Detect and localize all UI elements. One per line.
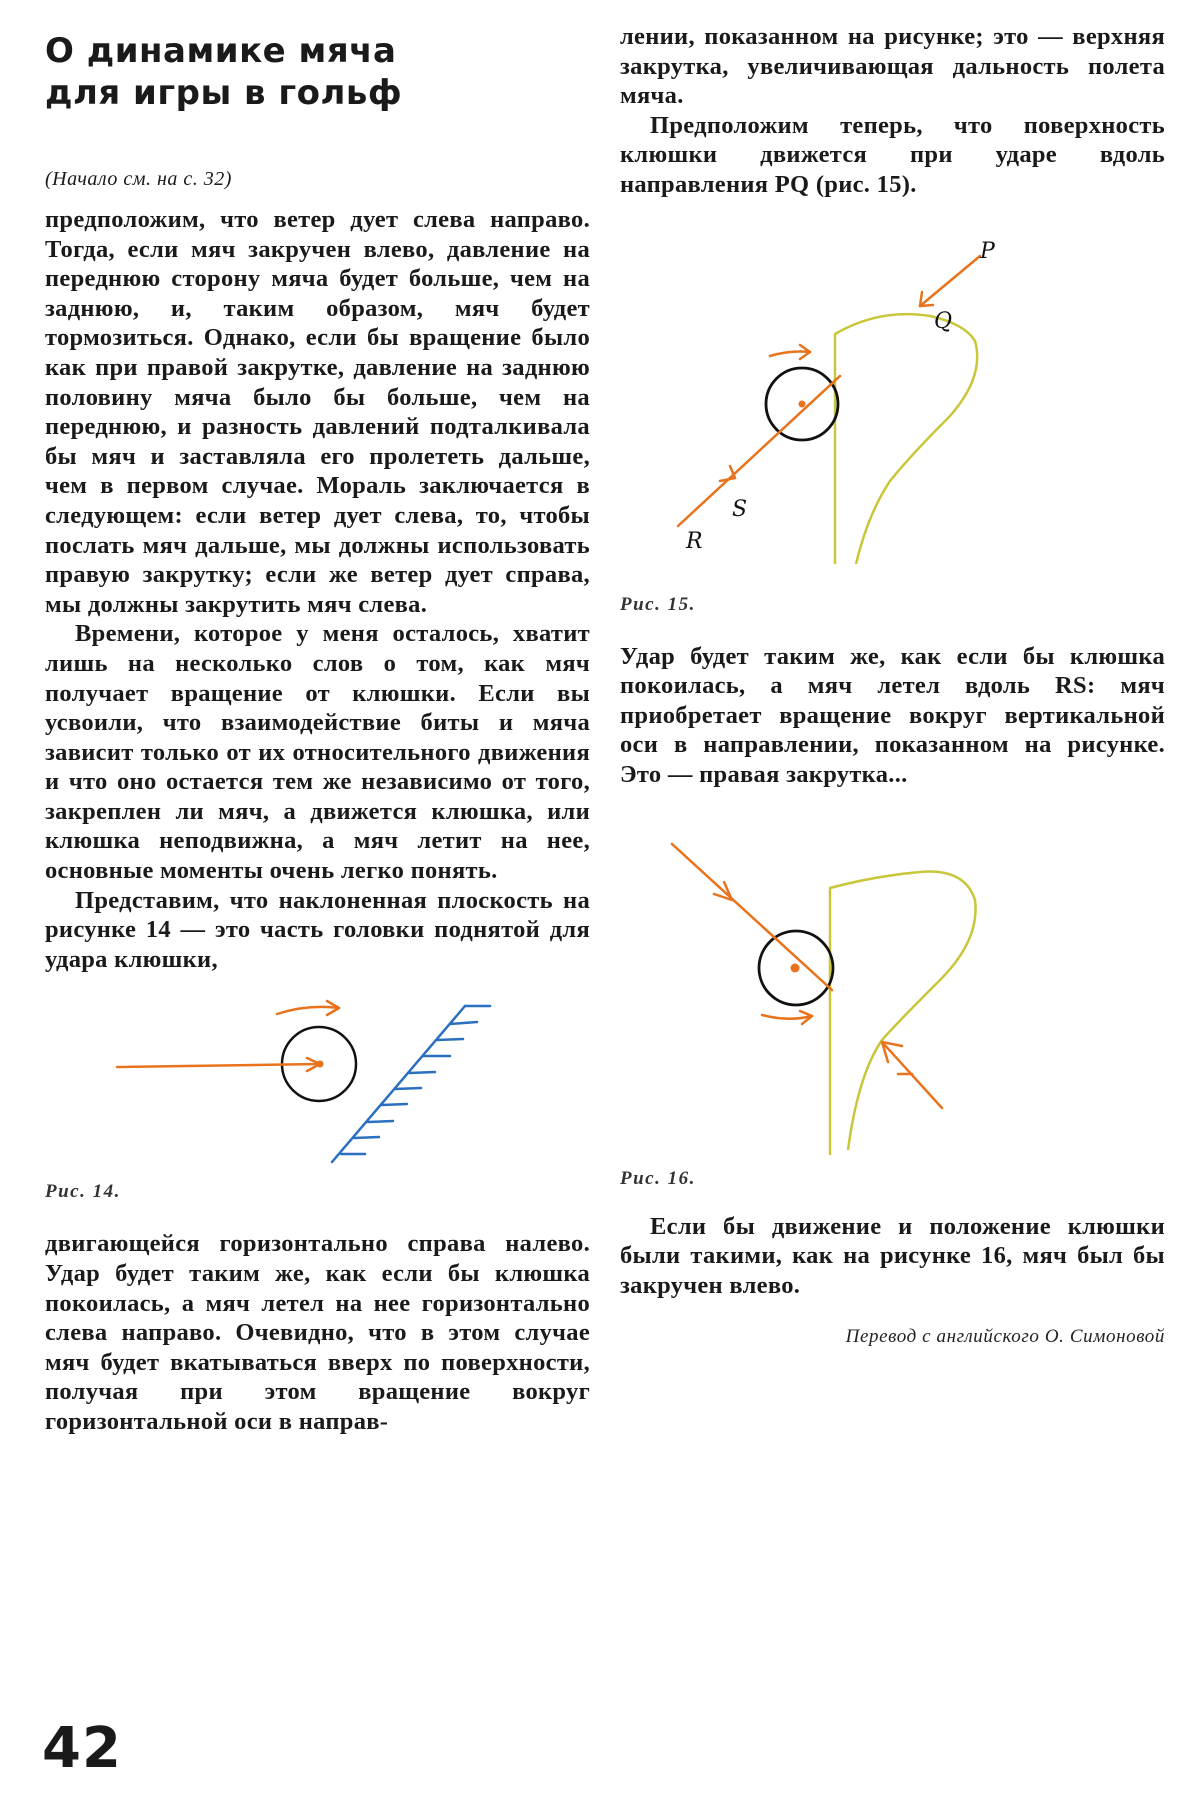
left-column <box>45 30 590 1437</box>
figure-16-drawing <box>620 830 1165 1160</box>
translator-credit: Перевод с английского О. Симоновой <box>845 1326 1165 1348</box>
club-face-surface <box>332 1006 490 1162</box>
figure-15-caption: Рис. 15. <box>620 593 696 615</box>
right-paragraph-4: Если бы движение и положение клюшки были такими, как на рисунке 16, мяч был бы закручен влево. <box>620 1212 1165 1299</box>
club-head-outline <box>835 314 977 564</box>
label-p: P <box>980 238 995 264</box>
title-line-1: О динамике мяча <box>45 31 397 71</box>
ball-center-dot <box>791 963 800 972</box>
club-motion-arrow <box>882 1042 942 1108</box>
figure-16-caption: Рис. 16. <box>620 1167 696 1189</box>
spin-arrow <box>770 345 810 359</box>
figure-14-drawing <box>45 984 590 1169</box>
spin-arrow <box>277 1001 339 1015</box>
left-paragraph-1: предположим, что ветер дует слева направо. Тогда, если мяч закручен влево, давление на переднюю сторону мяча будет больше, чем на заднюю, и, таким образом, мяч будет тормозиться. Однако, если бы вращение было как при правой закрутке, давление на заднюю половину мяча было бы больше, чем на переднюю, и разность давлений подталкивала бы мяч и заставляла его пролететь дальше, чем в первом случае. Мораль заключается в следующем: если ветер дует слева, то, чтобы послать мяч дальше, мы должны использовать правую закрутку; если же ветер дует справа, мы должны закрутить мяч слева. <box>45 206 590 618</box>
label-s: S <box>732 496 748 522</box>
page-number: 42 <box>42 1716 122 1781</box>
rs-arrow <box>678 376 840 526</box>
club-head-outline <box>830 871 976 1154</box>
label-q: Q <box>934 308 953 334</box>
figure-14-caption: Рис. 14. <box>45 1181 121 1203</box>
figure-16 <box>620 830 1165 1190</box>
pq-arrow <box>920 256 980 306</box>
label-r: R <box>686 528 703 554</box>
figure-15 <box>620 226 1165 616</box>
incoming-arrow <box>672 844 832 990</box>
continued-note: (Начало см. на с. 32) <box>45 168 232 190</box>
right-column <box>620 22 1165 1367</box>
title-line-2: для игры в гольф <box>45 73 403 113</box>
right-paragraph-2: Предположим теперь, что поверхность клюшки движется при ударе вдоль направления PQ (рис. 15). <box>620 111 1165 198</box>
right-paragraph-3: Удар будет таким же, как если бы клюшка покоилась, а мяч летел вдоль RS: мяч приобретает вращение вокруг вертикальной оси в направлении, показанном на рисунке. Это — правая закрутка... <box>620 642 1165 788</box>
figure-14 <box>45 984 590 1203</box>
left-paragraph-2: Времени, которое у меня осталось, хватит лишь на несколько слов о том, как мяч получает вращение от клюшки. Если вы усвоили, что взаимодействие биты и мяча зависит только от их относительного движения и что оно остается тем же независимо от того, закреплен ли мяч, а движется клюшка, или клюшка неподвижна, а мяч летит на нее, основные моменты очень легко понять. <box>45 620 590 885</box>
figure-15-drawing <box>620 226 1165 576</box>
right-paragraph-1: лении, показанном на рисунке; это — верхняя закрутка, увеличивающая дальность полета мяча. <box>620 23 1165 110</box>
spin-arrow <box>762 1011 812 1024</box>
ball-center-dot <box>799 400 806 407</box>
article-title <box>45 30 590 114</box>
left-paragraph-4: двигающейся горизонтально справа налево. Удар будет таким же, как если бы клюшка покоилась, а мяч летел на нее горизонтально слева направо. Очевидно, что в этом случае мяч будет вкатываться вверх по поверхности, получая при этом вращение вокруг горизонтальной оси в направ- <box>45 1230 590 1435</box>
incoming-arrow <box>117 1058 320 1071</box>
left-paragraph-3: Представим, что наклоненная плоскость на рисунке 14 — это часть головки поднятой для удара клюшки, <box>45 886 590 973</box>
